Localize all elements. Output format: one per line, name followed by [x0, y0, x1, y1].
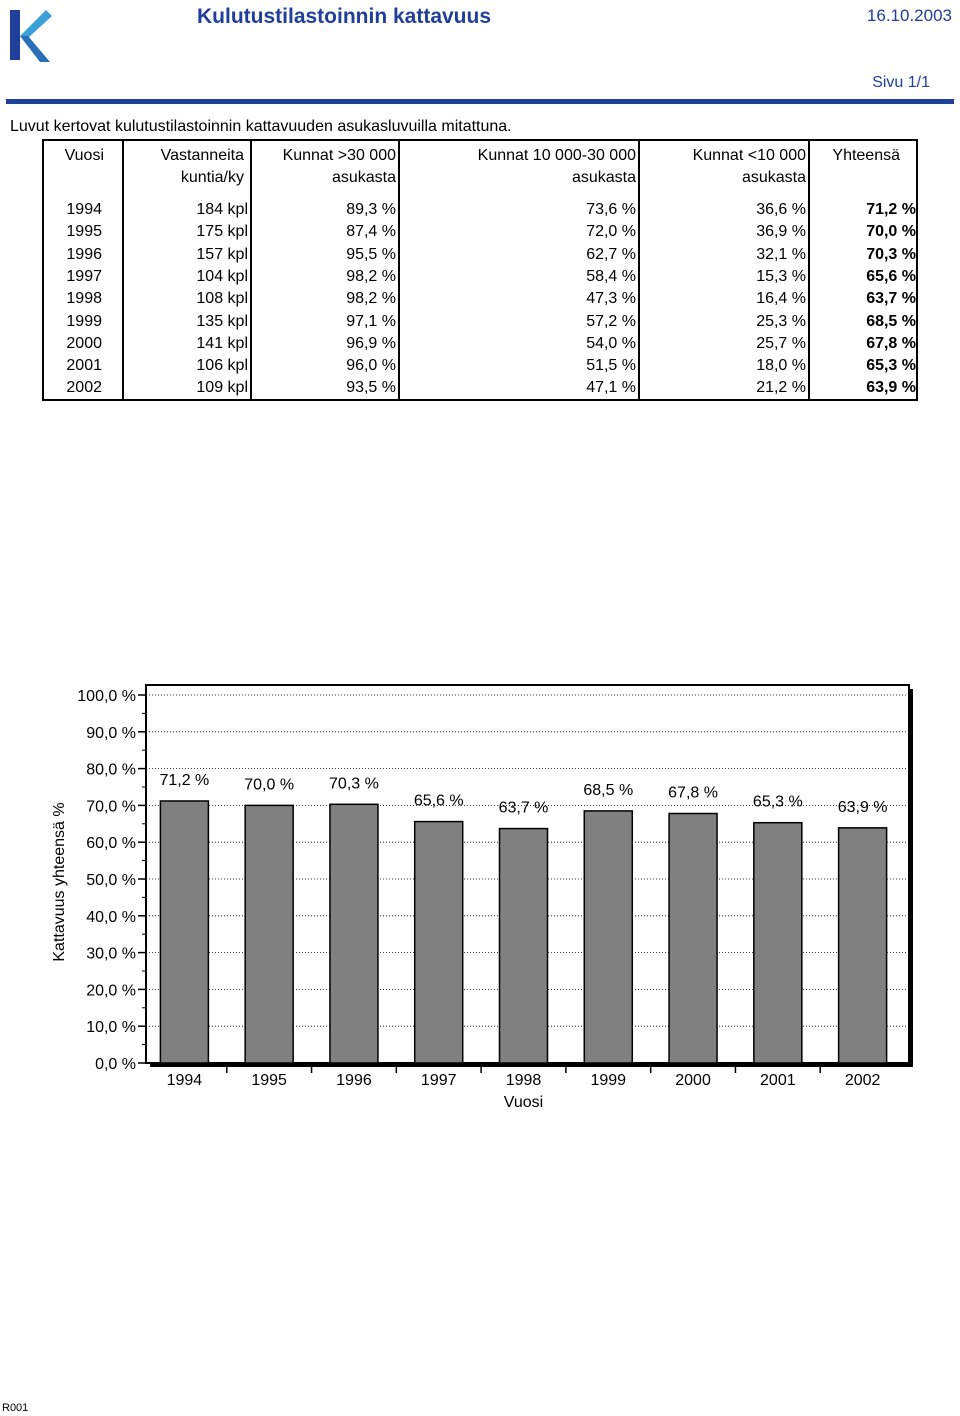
bar-1997	[415, 822, 463, 1063]
bar-data-label: 67,8 %	[668, 784, 718, 802]
footer-code: R001	[2, 1402, 29, 1414]
bar-1996	[330, 804, 378, 1063]
table-cell: 54,0 %	[586, 334, 636, 352]
table-header-cell: Kunnat 10 000-30 000	[477, 147, 636, 164]
company-logo	[6, 6, 52, 64]
table-cell: 73,6 %	[586, 201, 636, 218]
table-cell: 25,3 %	[756, 312, 806, 330]
table-cell: 62,7 %	[586, 245, 636, 263]
table-cell: 109 kpl	[196, 379, 248, 397]
table-cell: 93,5 %	[346, 379, 396, 397]
table-header-cell: Kunnat >30 000	[282, 147, 396, 164]
table-cell: 106 kpl	[196, 357, 248, 375]
table-header-cell: Vuosi	[64, 147, 104, 164]
table-cell: 36,9 %	[756, 223, 806, 241]
table-row-year: 2002	[66, 379, 102, 397]
bar-1994	[160, 801, 208, 1063]
y-tick-label: 20,0 %	[86, 982, 136, 1000]
table-cell: 18,0 %	[756, 357, 806, 375]
table-cell: 58,4 %	[586, 267, 636, 285]
table-cell: 63,7 %	[866, 290, 916, 308]
y-tick-label: 40,0 %	[86, 908, 136, 926]
y-tick-label: 100,0 %	[77, 688, 136, 705]
bar-data-label: 68,5 %	[583, 781, 634, 799]
table-cell: 47,3 %	[586, 290, 636, 308]
table-cell: 47,1 %	[586, 379, 636, 397]
table-cell: 98,2 %	[346, 267, 396, 285]
x-tick-label: 2000	[675, 1072, 711, 1089]
x-axis-label: Vuosi	[503, 1094, 544, 1111]
table-header-cell: Yhteensä	[832, 147, 900, 164]
table-cell: 57,2 %	[586, 312, 636, 330]
y-tick-label: 80,0 %	[86, 761, 136, 779]
header-divider	[6, 99, 954, 104]
bar-data-label: 65,3 %	[752, 793, 803, 811]
x-tick-label: 1999	[590, 1072, 627, 1089]
y-tick-label: 50,0 %	[86, 872, 136, 889]
table-cell: 16,4 %	[756, 290, 806, 308]
x-tick-label: 1996	[336, 1072, 372, 1089]
table-row-year: 1998	[66, 290, 102, 308]
table-cell: 175 kpl	[196, 223, 248, 241]
table-cell: 63,9 %	[866, 379, 916, 397]
y-tick-label: 90,0 %	[86, 724, 136, 742]
table-cell: 87,4 %	[346, 223, 396, 241]
table-column-divider	[250, 141, 252, 399]
table-cell: 157 kpl	[196, 245, 248, 263]
y-tick-label: 60,0 %	[86, 835, 136, 853]
y-tick-label: 70,0 %	[86, 798, 136, 816]
table-row-year: 2000	[66, 334, 102, 352]
table-cell: 89,3 %	[346, 201, 396, 218]
table-cell: 96,9 %	[346, 334, 396, 352]
x-tick-label: 1994	[166, 1072, 203, 1089]
table-header-cell: Kunnat <10 000	[692, 147, 806, 164]
table-cell: 104 kpl	[196, 267, 248, 285]
y-tick-label: 0,0 %	[95, 1056, 136, 1073]
y-tick-label: 10,0 %	[86, 1019, 136, 1037]
bar-data-label: 71,2 %	[159, 771, 210, 789]
table-row-year: 1995	[66, 223, 102, 241]
bar-data-label: 70,0 %	[244, 776, 295, 794]
table-row-year: 1994	[66, 201, 102, 218]
table-cell: 95,5 %	[346, 245, 396, 263]
table-cell: 71,2 %	[866, 201, 916, 218]
table-header-cell: kuntia/ky	[180, 169, 244, 186]
intro-text: Luvut kertovat kulutustilastoinnin kattavuuden asukasluvuilla mitattuna.	[10, 118, 512, 135]
table-cell: 98,2 %	[346, 290, 396, 308]
table-cell: 108 kpl	[196, 290, 248, 308]
table-header-cell: asukasta	[571, 169, 636, 186]
table-cell: 97,1 %	[346, 312, 396, 330]
table-cell: 135 kpl	[196, 312, 248, 330]
page-title: Kulutustilastoinnin kattavuus	[197, 5, 492, 28]
bar-1998	[500, 829, 548, 1063]
bar-2001	[754, 823, 802, 1063]
bar-1999	[584, 811, 632, 1063]
bar-data-label: 63,9 %	[837, 798, 888, 816]
table-cell: 51,5 %	[586, 357, 636, 375]
table-row-year: 1999	[66, 312, 102, 330]
table-cell: 70,3 %	[866, 245, 916, 263]
y-axis-label: Kattavuus yhteensä %	[51, 802, 68, 962]
table-row-year: 1996	[66, 245, 102, 263]
table-cell: 72,0 %	[586, 223, 636, 241]
bar-2000	[669, 813, 717, 1063]
x-tick-label: 1998	[505, 1072, 542, 1089]
x-tick-label: 2001	[760, 1072, 796, 1089]
table-cell: 32,1 %	[756, 245, 806, 263]
table-column-divider	[638, 141, 640, 399]
x-tick-label: 1995	[251, 1072, 287, 1089]
table-cell: 67,8 %	[866, 334, 916, 352]
table-cell: 15,3 %	[756, 267, 806, 285]
table-column-divider	[398, 141, 400, 399]
coverage-table	[42, 139, 918, 401]
bar-2002	[839, 828, 887, 1063]
bar-data-label: 63,7 %	[498, 799, 549, 817]
table-cell: 184 kpl	[196, 201, 248, 218]
report-date: 16.10.2003	[866, 6, 952, 25]
x-tick-label: 2002	[844, 1072, 881, 1089]
table-cell: 68,5 %	[866, 312, 916, 330]
y-tick-label: 30,0 %	[86, 945, 136, 963]
bar-data-label: 70,3 %	[329, 775, 379, 793]
table-row-year: 2001	[66, 357, 102, 375]
table-cell: 65,3 %	[866, 357, 916, 375]
table-cell: 65,6 %	[866, 267, 916, 285]
table-cell: 70,0 %	[866, 223, 916, 241]
table-cell: 36,6 %	[756, 201, 806, 218]
table-cell: 25,7 %	[756, 334, 806, 352]
table-column-divider	[122, 141, 124, 399]
table-cell: 96,0 %	[346, 357, 396, 375]
table-cell: 21,2 %	[756, 379, 806, 397]
coverage-bar-chart	[0, 670, 960, 1130]
table-header-cell: Vastanneita	[160, 147, 244, 164]
table-row-year: 1997	[66, 267, 102, 285]
table-column-divider	[808, 141, 810, 399]
page-number: Sivu 1/1	[872, 74, 930, 91]
table-header-cell: asukasta	[741, 169, 806, 186]
bar-data-label: 65,6 %	[413, 792, 464, 810]
x-tick-label: 1997	[420, 1072, 457, 1089]
bar-1995	[245, 805, 293, 1063]
table-header-cell: asukasta	[331, 169, 396, 186]
table-cell: 141 kpl	[196, 334, 248, 352]
